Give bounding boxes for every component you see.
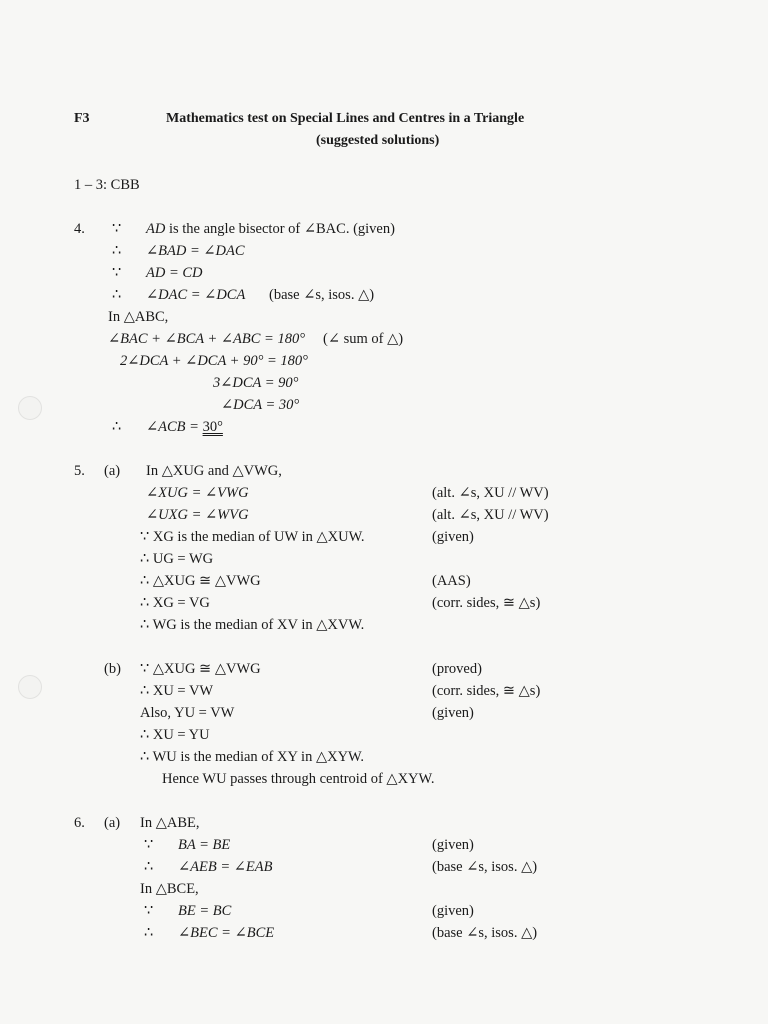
q4-eq1: ∠BAC + ∠BCA + ∠ABC = 180° [108, 331, 305, 347]
q5a-line6-reason: (corr. sides, ≅ △s) [432, 595, 541, 611]
q4-line1: AD is the angle bisector of ∠BAC. (given) [146, 221, 395, 237]
page-title: Mathematics test on Special Lines and Centres in a Triangle [166, 111, 525, 126]
mc-answers: 1 – 3: CBB [74, 177, 140, 193]
q5b-line1-reason: (proved) [432, 661, 482, 677]
q4-final-answer: 30° [202, 419, 223, 435]
q5a-line6: ∴ XG = VG [140, 595, 210, 611]
q5b-line3-reason: (given) [432, 705, 474, 721]
punch-hole-top [18, 396, 42, 420]
q6a-line4: ∠BEC = ∠BCE [178, 925, 275, 941]
q5-number: 5. [74, 463, 85, 479]
q4-line2: ∠BAD = ∠DAC [146, 243, 245, 259]
q4-line4-reason: (base ∠s, isos. △) [269, 287, 375, 303]
q6a-line3-symbol: ∵ [144, 903, 154, 919]
q5a-line2: ∠UXG = ∠WVG [146, 507, 249, 523]
q6a-line3-reason: (given) [432, 903, 474, 919]
q5b-line2: ∴ XU = VW [140, 683, 214, 699]
q6a-line4-reason: (base ∠s, isos. △) [432, 925, 538, 941]
q6a-line1-reason: (given) [432, 837, 474, 853]
q5a-line1: ∠XUG = ∠VWG [146, 485, 249, 501]
punch-hole-bottom [18, 675, 42, 699]
q4-line4-symbol: ∴ [112, 287, 122, 303]
q6a-line4-symbol: ∴ [144, 925, 154, 941]
q6a-line2-reason: (base ∠s, isos. △) [432, 859, 538, 875]
q5a-line5-reason: (AAS) [432, 573, 471, 589]
q5b-line4: ∴ XU = YU [140, 727, 210, 743]
q6a-label: (a) [104, 815, 121, 831]
q5a-line1-reason: (alt. ∠s, XU // WV) [432, 485, 549, 501]
q5a-line4: ∴ UG = WG [140, 551, 214, 567]
q4-eq3: 3∠DCA = 90° [213, 375, 299, 391]
q6a-line3: BE = BC [178, 903, 232, 919]
course-code: F3 [74, 111, 90, 126]
q5a-line3: ∵ XG is the median of UW in △XUW. [140, 529, 365, 545]
q4-line2-symbol: ∴ [112, 243, 122, 259]
q5a-line3-reason: (given) [432, 529, 474, 545]
q4-line1-symbol: ∵ [112, 221, 122, 237]
q4-final: ∠ACB = 30° [146, 419, 223, 435]
q4-eq1-reason: (∠ sum of △) [323, 331, 404, 347]
q4-eq4: ∠DCA = 30° [221, 397, 300, 413]
q5a-line5: ∴ △XUG ≅ △VWG [140, 573, 261, 589]
q4-line4: ∠DAC = ∠DCA [146, 287, 246, 303]
q4-in-triangle: In △ABC, [108, 309, 169, 325]
page-subtitle: (suggested solutions) [316, 133, 440, 148]
q5a-label: (a) [104, 463, 121, 479]
q5b-line5: ∴ WU is the median of XY in △XYW. [140, 749, 365, 765]
q5a-intro: In △XUG and △VWG, [146, 463, 282, 479]
q5b-line3: Also, YU = VW [140, 705, 235, 721]
q6-number: 6. [74, 815, 85, 831]
q5b-label: (b) [104, 661, 121, 677]
q5a-line2-reason: (alt. ∠s, XU // WV) [432, 507, 549, 523]
q6a-line1: BA = BE [178, 837, 231, 853]
q5b-line1: ∵ △XUG ≅ △VWG [140, 661, 261, 677]
q6a-line2-symbol: ∴ [144, 859, 154, 875]
q6a-line2: ∠AEB = ∠EAB [178, 859, 273, 875]
q6a-in2: In △BCE, [140, 881, 199, 897]
q5a-line7: ∴ WG is the median of XV in △XVW. [140, 617, 365, 633]
q4-number: 4. [74, 221, 85, 237]
q4-eq2: 2∠DCA + ∠DCA + 90° = 180° [120, 353, 308, 369]
q5b-line2-reason: (corr. sides, ≅ △s) [432, 683, 541, 699]
q6a-line1-symbol: ∵ [144, 837, 154, 853]
q4-line3-symbol: ∵ [112, 265, 122, 281]
q5b-hence: Hence WU passes through centroid of △XYW. [162, 771, 435, 787]
q6a-in1: In △ABE, [140, 815, 200, 831]
q4-line3: AD = CD [146, 265, 203, 281]
q4-final-symbol: ∴ [112, 419, 122, 435]
